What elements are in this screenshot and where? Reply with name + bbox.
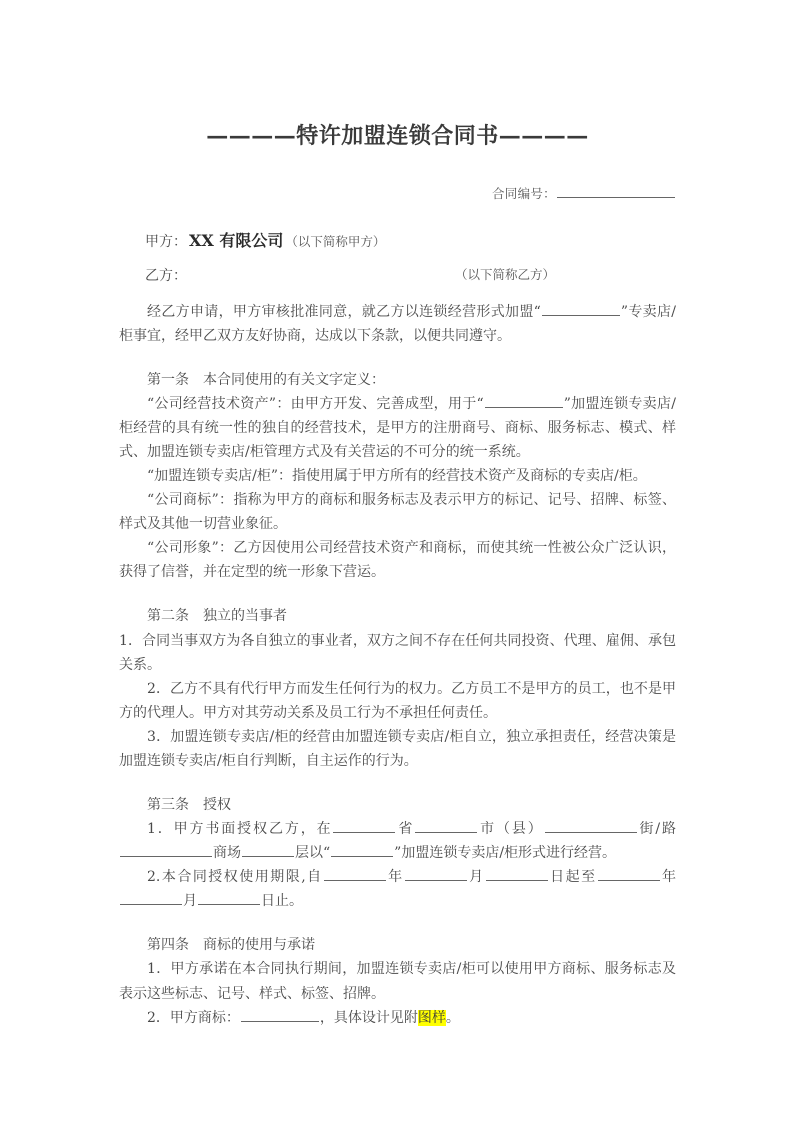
start-month-blank[interactable] [405, 867, 467, 881]
article-1-number: 第一条 [147, 371, 189, 388]
party-a-alias: （以下简称甲方） [285, 233, 386, 249]
contract-number-label: 合同编号： [491, 185, 556, 201]
trademark-blank[interactable] [241, 1007, 319, 1021]
article-3-item2-text-4: 日起至 [548, 869, 597, 886]
article-1-definition-1 [119, 392, 676, 464]
article-3-item2-text-5: 年 [660, 869, 677, 886]
article-2-title: 独立的当事者 [203, 608, 287, 625]
start-year-blank[interactable] [324, 867, 386, 881]
article-3-item1-text-3: 市（县） [478, 821, 544, 838]
article-1-definition-4: “公司形象”：乙方因使用公司经营技术资产和商标，而使其统一性被公众广泛认识，获得了信誉，并在定型的统一形象下营运。 [119, 540, 676, 581]
document-title: ————特许加盟连锁合同书———— [206, 123, 589, 149]
party-b-alias: （以下简称乙方） [455, 267, 556, 283]
preamble-text-1: 经乙方申请，甲方审核批准同意，就乙方以连锁经营形式加盟“ [147, 303, 541, 320]
article-3-item1-text-6: 层以“ [295, 845, 331, 862]
province-blank[interactable] [333, 819, 395, 833]
article-4-title: 商标的使用与承诺 [203, 937, 315, 954]
end-day-blank[interactable] [198, 891, 260, 905]
preamble-blank[interactable] [542, 301, 620, 315]
party-a-line [119, 228, 676, 254]
parties-block [119, 228, 676, 288]
article-3-item1-text-2: 省 [396, 821, 415, 838]
party-b-fill-space[interactable] [187, 265, 455, 287]
article-3-number: 第三条 [147, 796, 189, 813]
article-3-item-2 [119, 865, 676, 913]
preamble-paragraph [119, 300, 676, 348]
article-1-definition-2: “加盟连锁专卖店/柜”：指使用属于甲方所有的经营技术资产及商标的专卖店/柜。 [147, 468, 647, 485]
article-3-item1-text-1: 1．甲方书面授权乙方，在 [147, 821, 333, 838]
article-4-item2-text-3: 。 [445, 1009, 460, 1026]
article-3-item-1 [119, 817, 676, 865]
article-3-item2-text-3: 月 [467, 869, 485, 886]
end-year-blank[interactable] [598, 867, 660, 881]
article-3-item2-text-2: 年 [386, 869, 404, 886]
contract-number-blank[interactable] [557, 185, 675, 198]
article-4-item-2 [119, 1006, 676, 1030]
article-4-heading [119, 933, 676, 957]
city-blank[interactable] [415, 819, 477, 833]
article-2-item-3: 3．加盟连锁专卖店/柜的经营由加盟连锁专卖店/柜自立，独立承担责任，经营决策是加盟连锁专卖店/柜自行判断，自主运作的行为。 [119, 728, 676, 769]
party-a-label: 甲方： [145, 233, 187, 250]
article-3-item1-text-5: 商场 [213, 845, 241, 862]
article-4-item2-text-1: 2．甲方商标： [147, 1009, 240, 1026]
party-b-line [119, 265, 676, 287]
article-3-heading [119, 793, 676, 817]
article-2-number: 第二条 [147, 608, 189, 625]
contract-number-row [119, 184, 676, 202]
article-4-item2-text-2: ，具体设计见附 [319, 1009, 418, 1026]
highlighted-term: 图样 [417, 1009, 446, 1026]
floor-blank[interactable] [242, 843, 294, 857]
article-3-title: 授权 [203, 796, 231, 813]
definition-1-text-2: ”加盟连锁专卖店/柜经营的具有统一性的独自的经营技术，是甲方的注册商号、商标、服务标志、模式、样式、加盟连锁专卖店/柜管理方式及有关营运的不可分的统一系统。 [119, 395, 676, 460]
article-2-item-1: 1．合同当事双方为各自独立的事业者，双方之间不存在任何共同投资、代理、雇佣、承包关系。 [119, 632, 676, 673]
party-a-name: XX 有限公司 [189, 230, 284, 250]
document-content [119, 0, 676, 1030]
article-2-item-2: 2．乙方不具有代行甲方而发生任何行为的权力。乙方员工不是甲方的员工，也不是甲方的代理人。甲方对其劳动关系及员工行为不承担任何责任。 [119, 680, 676, 721]
definition-1-text-1: “公司经营技术资产”：由甲方开发、完善成型，用于“ [147, 395, 484, 412]
brand-blank[interactable] [331, 843, 393, 857]
mall-blank[interactable] [120, 843, 212, 857]
article-4-item-1: 1．甲方承诺在本合同执行期间，加盟连锁专卖店/柜可以使用甲方商标、服务标志及表示这些标志、记号、样式、标签、招牌。 [119, 961, 676, 1002]
article-3-item1-text-7: ”加盟连锁专卖店/柜形式进行经营。 [394, 845, 617, 862]
preamble-text-2: ”专卖店/柜事宜，经甲乙双方友好协商，达成以下条款，以便共同遵守。 [119, 303, 677, 344]
article-1-definition-3: “公司商标”：指称为甲方的商标和服务标志及表示甲方的标记、记号、招牌、标签、样式及其他一切营业象征。 [119, 492, 676, 533]
article-3-item1-text-4: 街/路 [637, 821, 676, 838]
article-4-number: 第四条 [147, 937, 189, 954]
article-1-heading [119, 368, 676, 392]
article-1-title: 本合同使用的有关文字定义： [203, 371, 385, 388]
article-3-item2-text-1: 2.本合同授权使用期限,自 [147, 869, 323, 886]
party-b-label: 乙方： [145, 268, 187, 285]
article-3-item2-text-6: 月 [183, 893, 197, 910]
start-day-blank[interactable] [486, 867, 548, 881]
definition-1-blank[interactable] [485, 394, 563, 408]
street-blank[interactable] [545, 819, 637, 833]
article-3-item2-text-7: 日止。 [261, 893, 303, 910]
article-2-heading [119, 604, 676, 628]
end-month-blank[interactable] [120, 891, 182, 905]
